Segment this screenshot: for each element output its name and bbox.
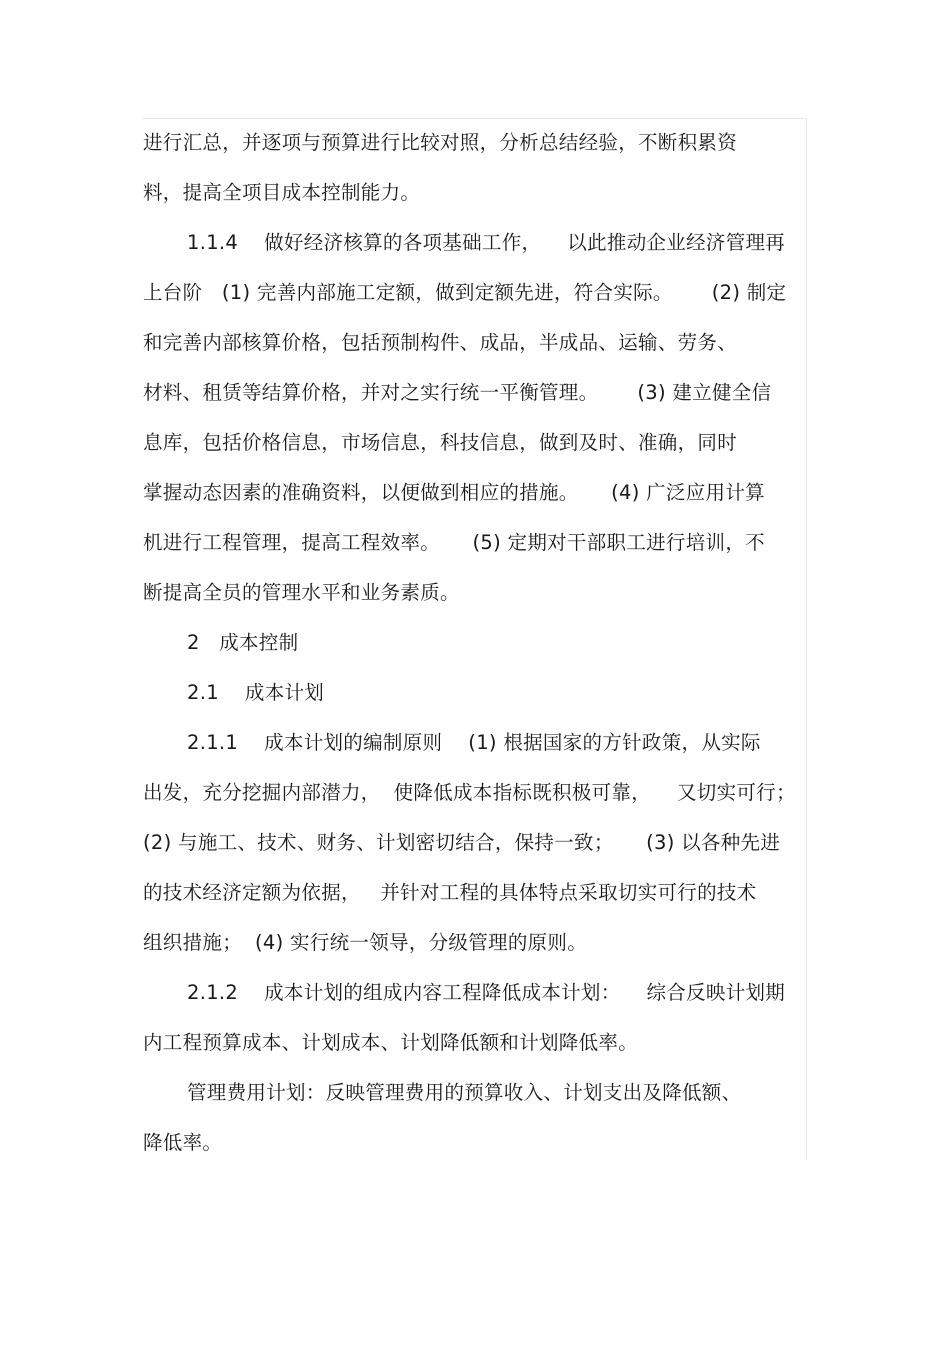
document-body — [143, 118, 807, 1168]
section-heading-2-1-2: 2.1.2 成本计划的组成内容工程降低成本计划： 综合反映计划期 — [187, 981, 786, 1004]
text-line: (2) 与施工、技术、财务、计划密切结合，保持一致； (3) 以各种先进 — [143, 831, 781, 854]
section-heading-1-1-4: 1.1.4 做好经济核算的各项基础工作， 以此推动企业经济管理再 — [187, 231, 786, 254]
text-line: 的技术经济定额为依据， 并针对工程的具体特点采取切实可行的技术 — [143, 881, 757, 904]
text-line: 组织措施； (4) 实行统一领导，分级管理的原则。 — [143, 931, 588, 954]
text-line: 材料、租赁等结算价格，并对之实行统一平衡管理。 (3) 建立健全信 — [143, 381, 772, 404]
text-line: 息库，包括价格信息，市场信息，科技信息，做到及时、准确，同时 — [143, 431, 738, 454]
text-line: 内工程预算成本、计划成本、计划降低额和计划降低率。 — [143, 1031, 639, 1054]
section-heading-2: 2 成本控制 — [187, 631, 299, 654]
text-line: 机进行工程管理，提高工程效率。 (5) 定期对干部职工进行培训，不 — [143, 531, 765, 554]
text-line: 进行汇总，并逐项与预算进行比较对照，分析总结经验，不断积累资 — [143, 131, 738, 154]
paragraph-start: 管理费用计划：反映管理费用的预算收入、计划支出及降低额、 — [187, 1081, 742, 1104]
text-line: 掌握动态因素的准确资料，以便做到相应的措施。 (4) 广泛应用计算 — [143, 481, 765, 504]
text-line: 上台阶 (1) 完善内部施工定额，做到定额先进，符合实际。 (2) 制定 — [143, 281, 787, 304]
text-line: 和完善内部核算价格，包括预制构件、成品，半成品、运输、劳务、 — [143, 331, 738, 354]
text-line: 料，提高全项目成本控制能力。 — [143, 181, 421, 204]
section-heading-2-1: 2.1 成本计划 — [187, 681, 325, 704]
section-heading-2-1-1: 2.1.1 成本计划的编制原则 (1) 根据国家的方针政策，从实际 — [187, 731, 761, 754]
text-line: 断提高全员的管理水平和业务素质。 — [143, 581, 460, 604]
text-line: 出发，充分挖掘内部潜力， 使降低成本指标既积极可靠， 又切实可行； — [143, 781, 796, 804]
text-line: 降低率。 — [143, 1131, 223, 1154]
